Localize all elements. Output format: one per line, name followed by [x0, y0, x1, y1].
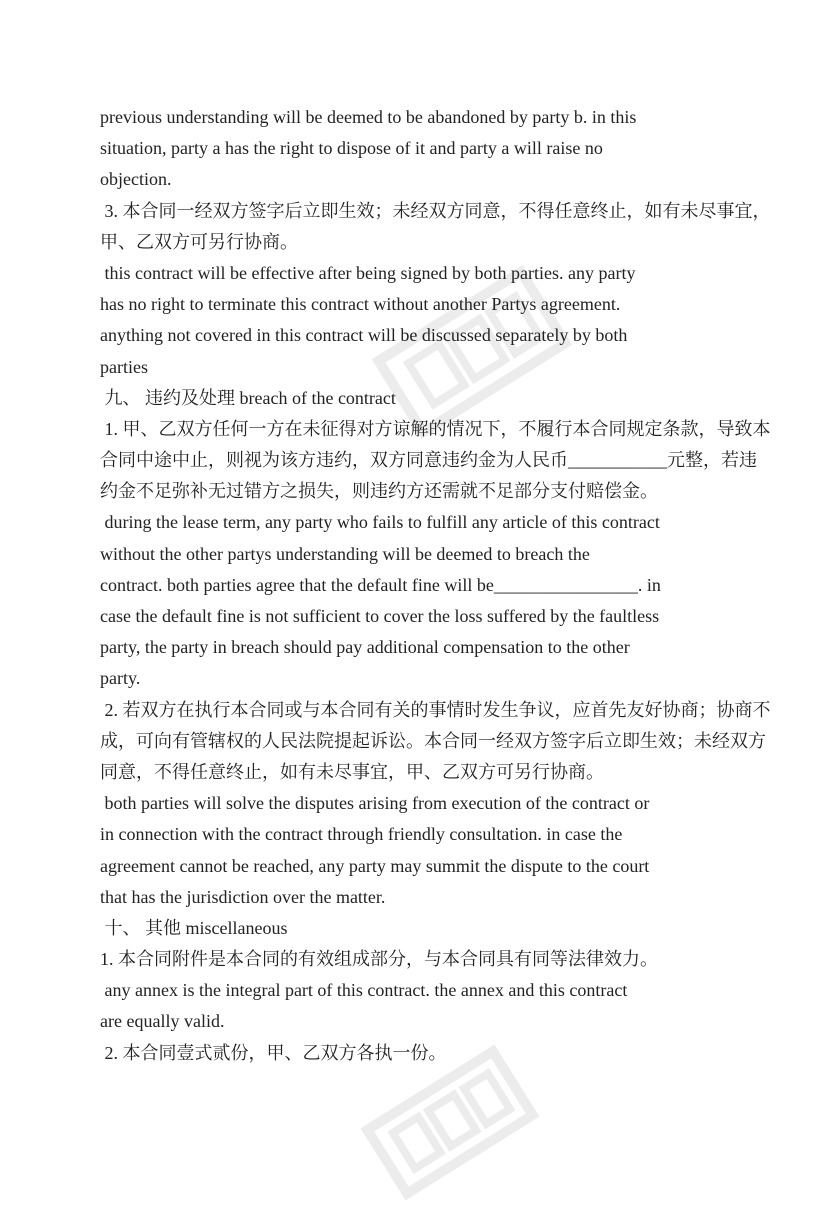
text-line: party, the party in breach should pay additional compensation to the other [100, 637, 630, 658]
section-heading: 十、 其他 miscellaneous [100, 917, 288, 938]
text-line: 合同中途中止，则视为该方违约，双方同意违约金为人民币___________元整，若违 [100, 450, 757, 471]
text-line: 约金不足弥补无过错方之损失，则违约方还需就不足部分支付赔偿金。 [100, 481, 658, 502]
text-line: 1. 甲、乙双方任何一方在未征得对方谅解的情况下，不履行本合同规定条款，导致本 [100, 418, 771, 439]
text-line: case the default fine is not sufficient to cover the loss suffered by the faultless [100, 606, 660, 626]
text-line: situation, party a has the right to dispose of it and party a will raise no [100, 138, 603, 159]
text-line: objection. [100, 169, 172, 190]
text-line: in connection with the contract through friendly consultation. in case the [100, 824, 623, 845]
text-line: previous understanding will be deemed to be abandoned by party b. in this [100, 107, 637, 127]
text-line: party. [100, 668, 141, 689]
text-line: both parties will solve the disputes arising from execution of the contract or [100, 793, 650, 814]
document-body [100, 102, 771, 1069]
text-line: 成，可向有管辖权的人民法院提起诉讼。本合同一经双方签字后立即生效；未经双方 [100, 730, 766, 751]
text-line: anything not covered in this contract will be discussed separately by both [100, 325, 628, 346]
text-line: 同意，不得任意终止，如有未尽事宜，甲、乙双方可另行协商。 [100, 761, 604, 782]
text-line: any annex is the integral part of this contract. the annex and this contract [100, 980, 628, 1001]
text-line: 甲、乙双方可另行协商。 [100, 231, 298, 252]
text-line: during the lease term, any party who fails to fulfill any article of this contract [100, 512, 660, 533]
text-line: 2. 若双方在执行本合同或与本合同有关的事情时发生争议，应首先友好协商；协商不 [100, 699, 771, 720]
text-line: without the other partys understanding will be deemed to breach the [100, 543, 590, 564]
text-line: this contract will be effective after being signed by both parties. any party [100, 262, 636, 283]
text-line: 3. 本合同一经双方签字后立即生效；未经双方同意，不得任意终止，如有未尽事宜， [100, 200, 771, 221]
text-line: contract. both parties agree that the default fine will be________________. in [100, 574, 661, 595]
text-line: 1. 本合同附件是本合同的有效组成部分，与本合同具有同等法律效力。 [100, 949, 658, 970]
section-heading: 九、 违约及处理 breach of the contract [100, 387, 396, 408]
text-line: has no right to terminate this contract without another Partys agreement. [100, 294, 621, 315]
text-line: agreement cannot be reached, any party may summit the dispute to the court [100, 855, 650, 876]
text-line: parties [100, 356, 148, 377]
text-line: are equally valid. [100, 1011, 225, 1032]
text-line: that has the jurisdiction over the matter. [100, 886, 386, 907]
text-line: 2. 本合同壹式贰份，甲、乙双方各执一份。 [100, 1042, 447, 1063]
